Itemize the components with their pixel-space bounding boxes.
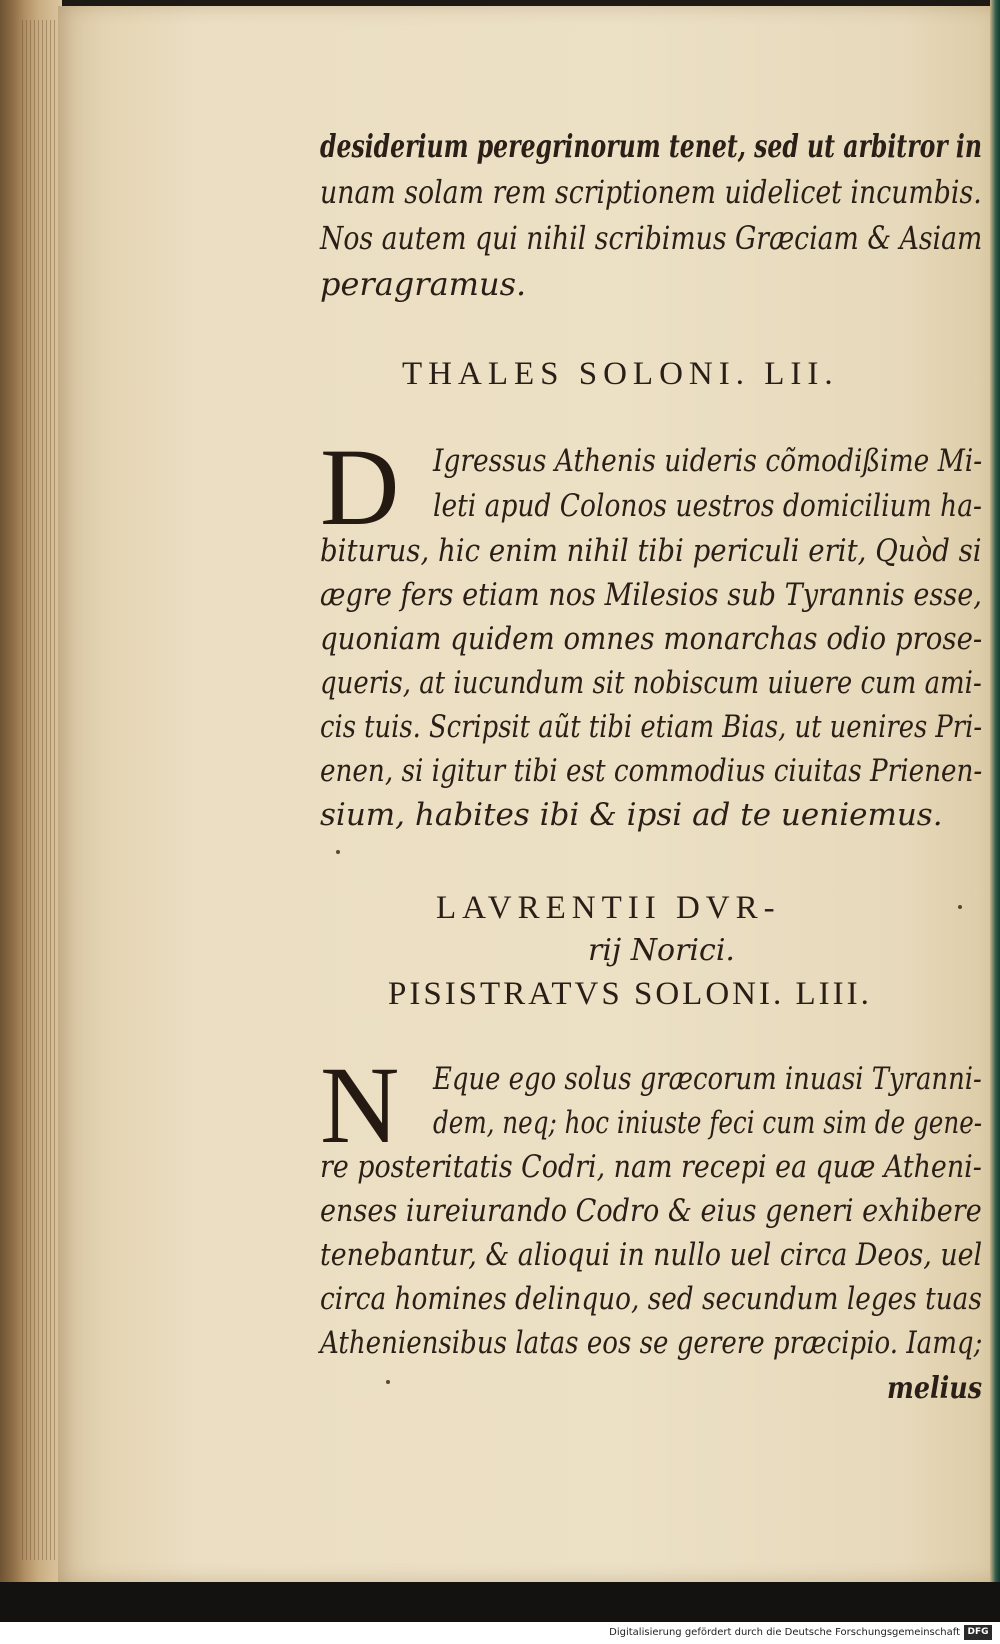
letter-heading: PISISTRATVS SOLONI. LIII. bbox=[388, 976, 872, 1012]
drop-cap-initial: N bbox=[320, 1044, 400, 1166]
dfg-logo: DFG bbox=[964, 1625, 992, 1640]
ink-speck bbox=[958, 905, 962, 909]
text-line: sium, habites ibi & ipsi ad te ueniemus. bbox=[320, 797, 943, 833]
text-line: ægre fers etiam nos Milesios sub Tyrannis esse, bbox=[320, 577, 982, 613]
catchword: melius bbox=[887, 1371, 983, 1406]
text-line: dem, neq; hoc iniuste feci cum sim de gene- bbox=[433, 1105, 983, 1141]
text-line: re posteritatis Codri, nam recepi ea quæ Atheni- bbox=[320, 1149, 982, 1185]
text-line: enses iureiurando Codro & eius generi exhibere bbox=[320, 1193, 982, 1229]
text-line: quoniam quidem omnes monarchas odio prose- bbox=[320, 621, 983, 657]
text-line: enen, si igitur tibi est commodius ciuitas Prienen- bbox=[320, 753, 983, 789]
text-line: queris, at iucundum sit nobiscum uiuere cum ami- bbox=[320, 665, 982, 701]
text-line: unam solam rem scriptionem uidelicet incumbis. bbox=[320, 173, 982, 211]
drop-cap-initial: D bbox=[320, 426, 400, 548]
book-right-edge bbox=[990, 0, 1000, 1585]
scan-bottom-border bbox=[0, 1582, 1000, 1622]
text-line: Igressus Athenis uideris cõmodißime Mi- bbox=[433, 443, 983, 479]
text-line: Eque ego solus græcorum inuasi Tyranni- bbox=[433, 1061, 982, 1097]
author-heading-line2: rij Norici. bbox=[588, 933, 735, 968]
text-line: leti apud Colonos uestros domicilium ha- bbox=[433, 488, 982, 524]
text-line: Atheniensibus latas eos se gerere præcipio. Iamq; bbox=[320, 1325, 983, 1361]
letter-heading: THALES SOLONI. LII. bbox=[402, 356, 839, 392]
ink-speck bbox=[386, 1380, 390, 1384]
text-line: tenebantur, & alioqui in nullo uel circa Deos, uel bbox=[320, 1237, 983, 1273]
text-line: circa homines delinquo, sed secundum leges tuas bbox=[320, 1281, 982, 1317]
page-stack-lines bbox=[22, 20, 56, 1560]
footer-credit: Digitalisierung gefördert durch die Deutsche Forschungsgemeinschaft bbox=[609, 1627, 960, 1638]
text-line: biturus, hic enim nihil tibi periculi erit, Quòd si bbox=[320, 533, 982, 569]
text-line: Nos autem qui nihil scribimus Græciam & Asiam bbox=[320, 219, 983, 257]
text-line: peragramus. bbox=[320, 265, 527, 303]
text-line: cis tuis. Scripsit aũt tibi etiam Bias, ut uenires Pri- bbox=[320, 709, 983, 745]
ink-speck bbox=[336, 850, 340, 854]
text-line: desiderium peregrinorum tenet, sed ut arbitror in bbox=[320, 127, 982, 165]
author-heading: LAVRENTII DVR- bbox=[436, 890, 781, 926]
